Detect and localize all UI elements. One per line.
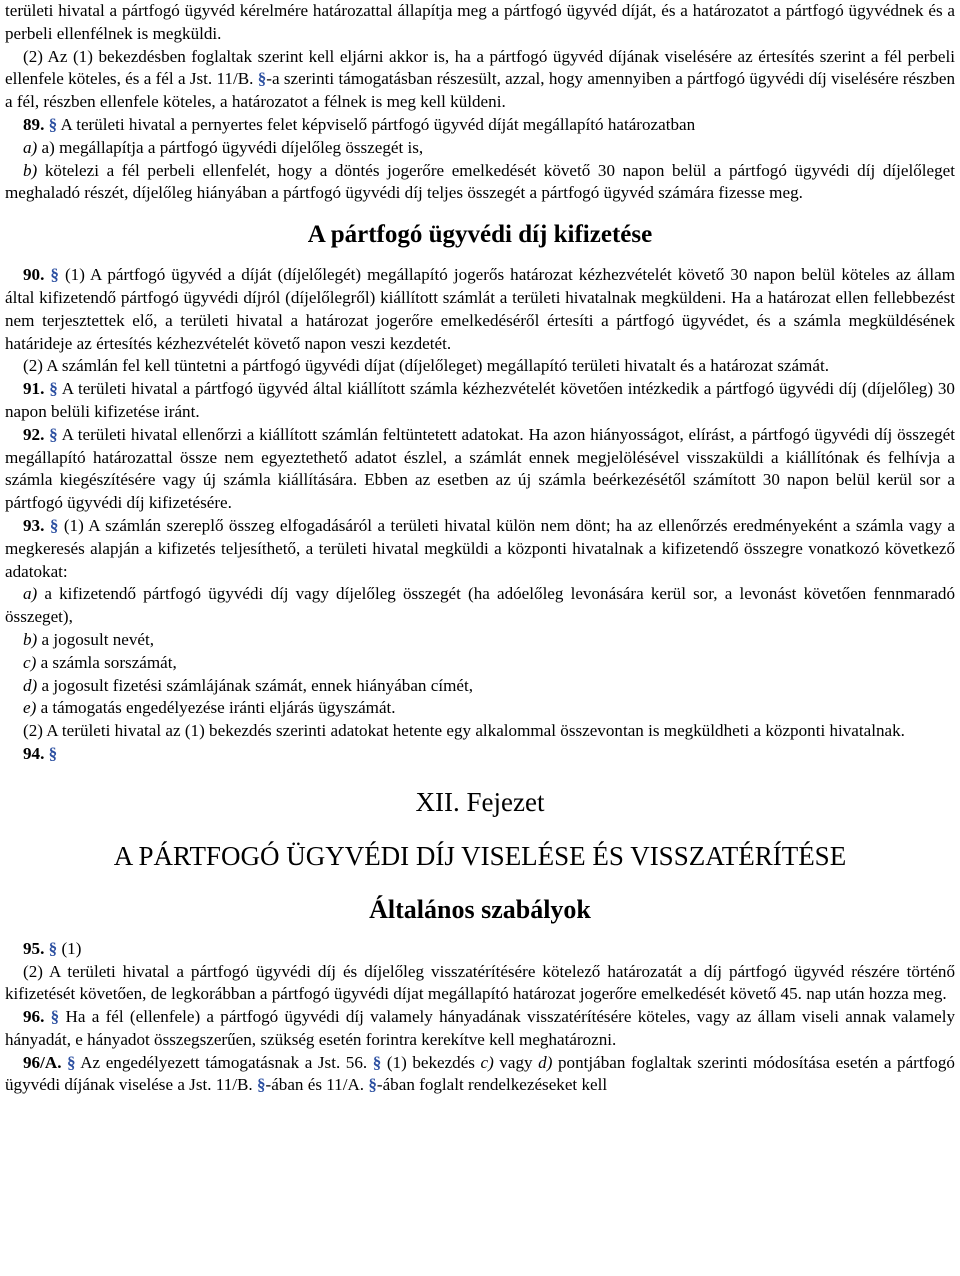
section-symbol: § [49,379,58,399]
section-number: 96. [23,1007,45,1027]
section-93-point-c: c) a számla sorszámát, [23,652,177,672]
section-93-point-d: d) a jogosult fizetési számlájának számát, ennek hiányában címét, [23,675,473,695]
section-93-point-e: e) a támogatás engedélyezése iránti eljárás ügyszámát. [23,698,396,718]
section-95: 95. § (1) [23,938,82,958]
section-96: 96. § Ha a fél (ellenfele) a pártfogó ügyvédi díj valamely hányadának visszatérítésére köteles, vagy az állam viseli annak valamely hányadát, e hányadot összegszerűen, szükség esetén forintra kerekítve kell meghatározni. [5,1007,955,1049]
chapter-title: A PÁRTFOGÓ ÜGYVÉDI DÍJ VISELÉSE ÉS VISSZATÉRÍTÉSE [113,840,847,871]
section-symbol: § [368,1075,377,1095]
section-number: 91. [23,379,45,399]
section-number: 89. [23,114,45,134]
section-symbol: § [48,114,58,134]
section-symbol: § [49,424,58,444]
section-symbol: § [256,1075,266,1095]
section-93-2: (2) A területi hivatal az (1) bekezdés szerinti adatokat hetente egy alkalommal összevontan is megküldheti a központi hivatalnak. [23,721,905,741]
section-number: 90. [23,265,45,285]
heading-kifizetes: A pártfogó ügyvédi díj kifizetése [307,221,653,249]
section-93-point-a: a) a kifizetendő pártfogó ügyvédi díj vagy díjelőleg összegét (ha adóelőleg levonására kerül sor, a levonást követően fennmaradó összeget), [5,584,955,627]
section-number: 95. [23,938,45,958]
section-89-point-b: b) kötelezi a fél perbeli ellenfelét, hogy a döntés jogerőre emelkedését követő 30 napon belül a pártfogó ügyvédi díj díjelőleget meghaladó részét, díjelőleg hiányában a pártfogó ügyvédi díj teljes összegét a pártfogó ügyvéd számára fizesse meg. [5,160,955,203]
section-symbol: § [67,1052,76,1072]
section-number: 96/A. [23,1052,62,1072]
section-symbol: § [372,1052,382,1072]
section-symbol: § [50,1007,60,1027]
section-89: 89. § A területi hivatal a pernyertes felet képviselő pártfogó ügyvéd díját megállapító határozatban [23,114,696,134]
section-90: 90. § (1) A pártfogó ügyvéd a díját (díjelőlegét) megállapító jogerős határozat kézhezvételét követő 30 napon belül köteles az állam által kifizetendő pártfogó ügyvédi díjról (díjelőlegről) kiállított számlát a területi hivatalnak megküldeni. Ha a határozat ellen fellebbezést nem terjesztettek elő, a területi hivatal a határozat jogerőre emelkedéséről értesíti a pártfogó ügyvédet, és a számla megküldésének határideje az értesítés kézhezvételét követő napon veszi kezdetét. [5,265,955,353]
section-94 [5,743,955,766]
section-symbol: § [48,938,58,958]
document-page [5,0,955,1097]
section-95-2: (2) A területi hivatal a pártfogó ügyvédi díj és díjelőleg visszatérítésére kötelező határozatát a díj pártfogó ügyvéd részére történő kifizetését követően, de legkorábban a pártfogó ügyvédi díjat megállapító határozat jogerőre emelkedését követő 45. nap után hozza meg. [5,961,955,1004]
section-92: 92. § A területi hivatal ellenőrzi a kiállított számlán feltüntetett adatokat. Ha azon hiányosságot, elírást, a pártfogó ügyvédi díj összegét megállapító határozattal össze nem egyeztethető adatot észlel, a számlát ennek megjelölésével visszaküldi a kiállítónak és felhívja a számla kiegészítésére vagy új számla kiállítására. Ebben az esetben az új számla beérkezésétől számított 30 napon belül kerül sor a pártfogó ügyvédi díj kifizetésére. [5,424,955,513]
section-89-point-a: a) a) megállapítja a pártfogó ügyvédi díjelőleg összegét is, [23,137,424,157]
section-number: 94. [23,743,45,763]
section-number: 93. [23,515,45,535]
section-91: 91. § A területi hivatal a pártfogó ügyvéd által kiállított számla kézhezvételét követően intézkedik a pártfogó ügyvédi díj (díjelőleg) 30 napon belüli kifizetése iránt. [5,379,955,421]
section-symbol: § [50,265,59,285]
section-90-2: (2) A számlán fel kell tüntetni a pártfogó ügyvédi díjat (díjelőleget) megállapító területi hivatalt és a határozat számát. [23,356,829,376]
section-96a: 96/A. § Az engedélyezett támogatásnak a Jst. 56. § (1) bekezdés c) vagy d) pontjában foglaltak szerinti módosítása esetén a pártfogó ügyvédi díjának viselése a Jst. 11/B. §-ában és 11/A. §-ában foglalt rendelkezéseket kell [5,1052,955,1095]
section-symbol: § [48,743,58,763]
section-93-point-b: b) a jogosult nevét, [23,629,155,649]
section-93: 93. § (1) A számlán szereplő összeg elfogadásáról a területi hivatal külön nem dönt; ha az ellenőrzés eredményeként a számla vagy a megkeresés alapján a kifizetés teljesíthető, a területi hivatal megküldi a központi hivatalnak a kifizetendő összegre vonatkozó következő adatokat: [5,515,956,581]
heading-altalanos: Általános szabályok [369,894,591,924]
paragraph-88-continued: területi hivatal a pártfogó ügyvéd kérelmére határozattal állapítja meg a pártfogó ügyvéd díját, és a határozatot a pártfogó ügyvédnek és a perbeli ellenfélnek is megküldi. [5,1,955,43]
chapter-number: XII. Fejezet [415,786,545,817]
section-number: 92. [23,424,45,444]
paragraph-88-2: (2) Az (1) bekezdésben foglaltak szerint kell eljárni akkor is, ha a pártfogó ügyvéd díjának viselésére az értesítés szerint a fél perbeli ellenfele köteles, és a fél a Jst. 11/B. §-a szerinti támogatásban részesült, azzal, hogy amennyiben a pártfogó ügyvédi díj viselésére részben a fél, részben ellenfele köteles, a határozatot a félnek is meg kell küldeni. [5,46,956,112]
section-symbol: § [49,515,59,535]
section-symbol: § [257,69,267,89]
